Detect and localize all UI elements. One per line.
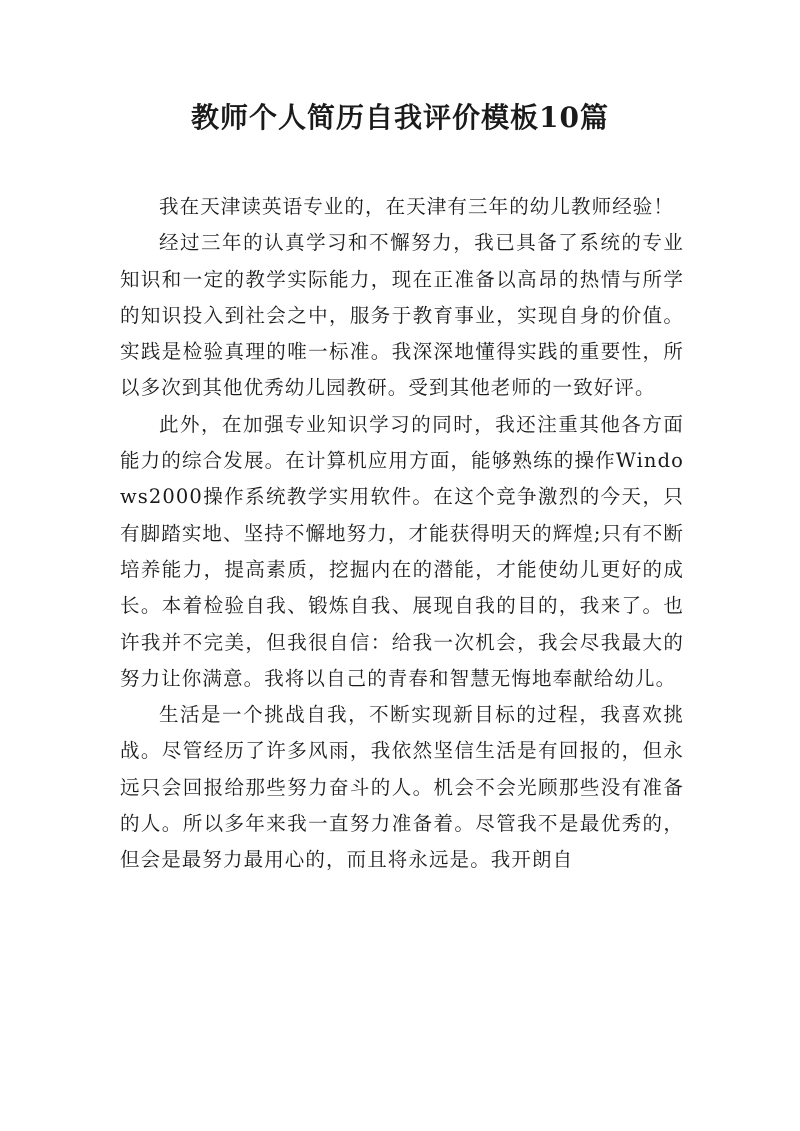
paragraph-4: 生活是一个挑战自我，不断实现新目标的过程，我喜欢挑战。尽管经历了许多风雨，我依然坚信生活是有回报的，但永远只会回报给那些努力奋斗的人。机会不会光顾那些没有准备的人。所以多年来我一直努力准备着。尽管我不是最优秀的，但会是最努力最用心的，而且将永远是。我开朗自 (120, 703, 684, 872)
paragraph-2: 经过三年的认真学习和不懈努力，我已具备了系统的专业知识和一定的教学实际能力，现在正准备以高昂的热情与所学的知识投入到社会之中，服务于教育事业，实现自身的价值。实践是检验真理的唯一标准。我深深地懂得实践的重要性，所以多次到其他优秀幼儿园教研。受到其他老师的一致好评。 (120, 231, 684, 400)
document-body (120, 189, 684, 879)
paragraph-1: 我在天津读英语专业的，在天津有三年的幼儿教师经验！ (159, 195, 675, 218)
paragraph-3: 此外，在加强专业知识学习的同时，我还注重其他各方面能力的综合发展。在计算机应用方面，能够熟练的操作Windows2000操作系统教学实用软件。在这个竞争激烈的今天，只有脚踏实地、坚持不懈地努力，才能获得明天的辉煌;只有不断培养能力，提高素质，挖掘内在的潜能，才能使幼儿更好的成长。本着检验自我、锻炼自我、展现自我的目的，我来了。也许我并不完美，但我很自信：给我一次机会，我会尽我最大的努力让你满意。我将以自己的青春和智慧无悔地奉献给幼儿。 (120, 412, 684, 690)
page-title: 教师个人简历自我评价模板10篇 (191, 101, 609, 134)
